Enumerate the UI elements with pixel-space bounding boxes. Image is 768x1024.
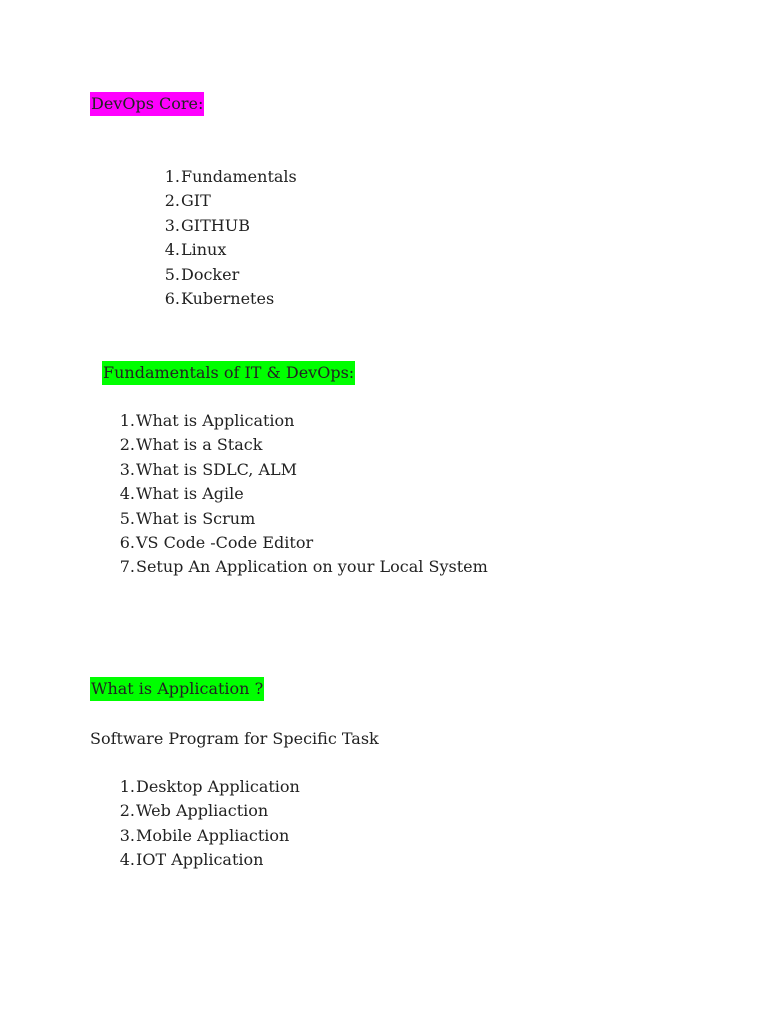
list-item: 4. IOT Application <box>119 850 264 870</box>
devops-core-heading: DevOps Core: <box>90 92 204 116</box>
list-item: 3. GITHUB <box>164 215 250 235</box>
list-item: 1. What is Application <box>119 411 295 430</box>
list-item: 4. What is Agile <box>119 484 244 504</box>
list-item: 2. Web Appliaction <box>119 801 269 821</box>
list-item: 6. Kubernetes <box>164 288 275 308</box>
fundamentals-list <box>113 409 488 580</box>
list-item: 1. Fundamentals <box>164 167 297 186</box>
list-item: 1. Desktop Application <box>119 777 300 796</box>
list-item: 6. VS Code -Code Editor <box>119 532 314 552</box>
devops-core-list <box>158 165 297 311</box>
application-types-list <box>113 775 300 873</box>
list-item: 5. Docker <box>164 264 240 284</box>
list-item: 7. Setup An Application on your Local System <box>119 557 488 577</box>
fundamentals-heading: Fundamentals of IT & DevOps: <box>102 361 355 385</box>
list-item: 4. Linux <box>164 240 227 260</box>
list-item: 2. What is a Stack <box>119 435 263 455</box>
what-is-application-heading: What is Application ? <box>90 677 264 701</box>
list-item: 2. GIT <box>164 191 211 211</box>
application-definition: Software Program for Specific Task <box>90 729 379 748</box>
list-item: 3. What is SDLC, ALM <box>119 459 298 479</box>
list-item: 3. Mobile Appliaction <box>119 825 290 845</box>
list-item: 5. What is Scrum <box>119 508 256 528</box>
